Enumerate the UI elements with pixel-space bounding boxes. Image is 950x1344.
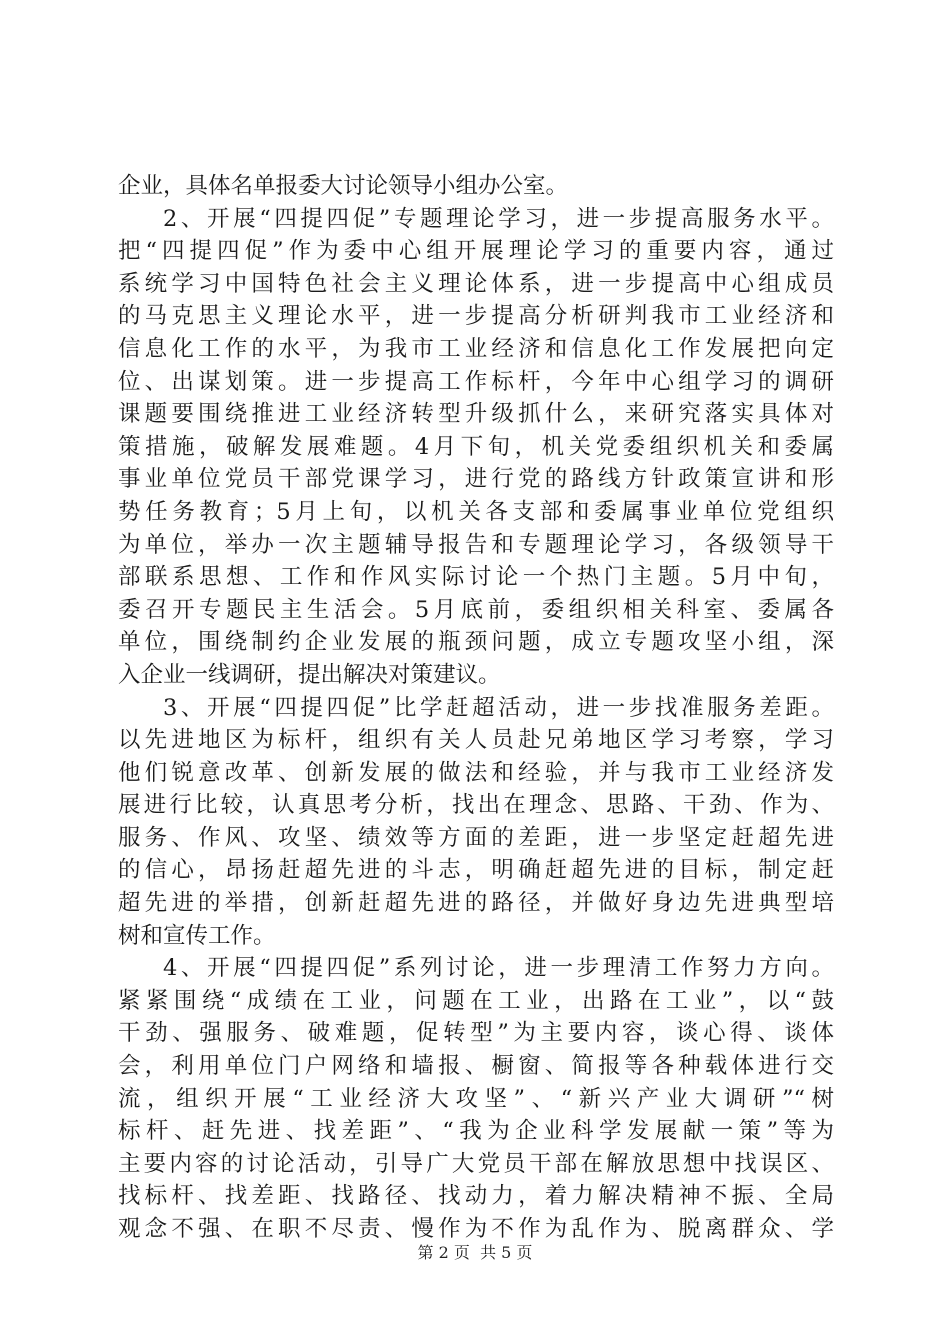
text-line: 展进行比较，认真思考分析，找出在理念、思路、干劲、作为、	[118, 792, 834, 819]
text-line: 紧紧围绕“成绩在工业，问题在工业，出路在工业”，以“鼓	[118, 987, 834, 1014]
text-line: 的信心，昂扬赶超先进的斗志，明确赶超先进的目标，制定赶	[118, 857, 834, 884]
text-line: 服务、作风、攻坚、绩效等方面的差距，进一步坚定赶超先进	[118, 824, 834, 851]
text-line: 观念不强、在职不尽责、慢作为不作为乱作为、脱离群众、学	[118, 1216, 834, 1242]
text-line: 信息化工作的水平，为我市工业经济和信息化工作发展把向定	[118, 335, 834, 362]
text-line: 流，组织开展“工业经济大攻坚”、“新兴产业大调研”“树	[118, 1085, 834, 1112]
text-line: 委召开专题民主生活会。5月底前，委组织相关科室、委属各	[118, 596, 834, 623]
text-line: 企业，具体名单报委大讨论领导小组办公室。	[118, 173, 569, 199]
text-line: 树和宣传工作。	[118, 922, 276, 949]
text-line: 策措施，破解发展难题。4月下旬，机关党委组织机关和委属	[118, 433, 834, 460]
text-line: 标杆、赶先进、找差距”、“我为企业科学发展献一策”等为	[118, 1118, 834, 1145]
text-line: 超先进的举措，创新赶超先进的路径，并做好身边先进典型培	[118, 890, 834, 917]
text-line: 的马克思主义理论水平，进一步提高分析研判我市工业经济和	[118, 303, 834, 330]
text-line: 干劲、强服务、破难题，促转型”为主要内容，谈心得、谈体	[118, 1020, 834, 1047]
text-line: 位、出谋划策。进一步提高工作标杆，今年中心组学习的调研	[118, 368, 834, 395]
text-line: 他们锐意改革、创新发展的做法和经验，并与我市工业经济发	[118, 759, 834, 786]
text-line: 部联系思想、工作和作风实际讨论一个热门主题。5月中旬，	[118, 564, 834, 591]
page-number-footer: 第 2 页 共 5 页	[417, 1243, 533, 1262]
text-line: 系统学习中国特色社会主义理论体系，进一步提高中心组成员	[118, 270, 834, 297]
paragraph-heading-4: 4、开展“四提四促”系列讨论，进一步理清工作努力方向。	[163, 955, 834, 982]
text-line: 主要内容的讨论活动，引导广大党员干部在解放思想中找误区、	[118, 1150, 834, 1177]
text-line: 单位，围绕制约企业发展的瓶颈问题，成立专题攻坚小组，深	[118, 629, 834, 656]
text-line: 以先进地区为标杆，组织有关人员赴兄弟地区学习考察，学习	[118, 727, 834, 754]
paragraph-heading-3: 3、开展“四提四促”比学赶超活动，进一步找准服务差距。	[163, 694, 834, 721]
text-line: 把“四提四促”作为委中心组开展理论学习的重要内容，通过	[118, 238, 834, 265]
text-line: 势任务教育；5月上旬，以机关各支部和委属事业单位党组织	[118, 498, 834, 525]
document-body	[118, 170, 834, 1246]
text-line: 事业单位党员干部党课学习，进行党的路线方针政策宣讲和形	[118, 466, 834, 493]
text-line: 找标杆、找差距、找路径、找动力，着力解决精神不振、全局	[118, 1183, 834, 1210]
text-line: 为单位，举办一次主题辅导报告和专题理论学习，各级领导干	[118, 531, 834, 558]
paragraph-heading-2: 2、开展“四提四促”专题理论学习，进一步提高服务水平。	[163, 205, 834, 232]
text-line: 课题要围绕推进工业经济转型升级抓什么，来研究落实具体对	[118, 401, 834, 428]
text-line: 会，利用单位门户网络和墙报、橱窗、简报等各种载体进行交	[118, 1053, 834, 1080]
text-line: 入企业一线调研，提出解决对策建议。	[118, 661, 501, 688]
